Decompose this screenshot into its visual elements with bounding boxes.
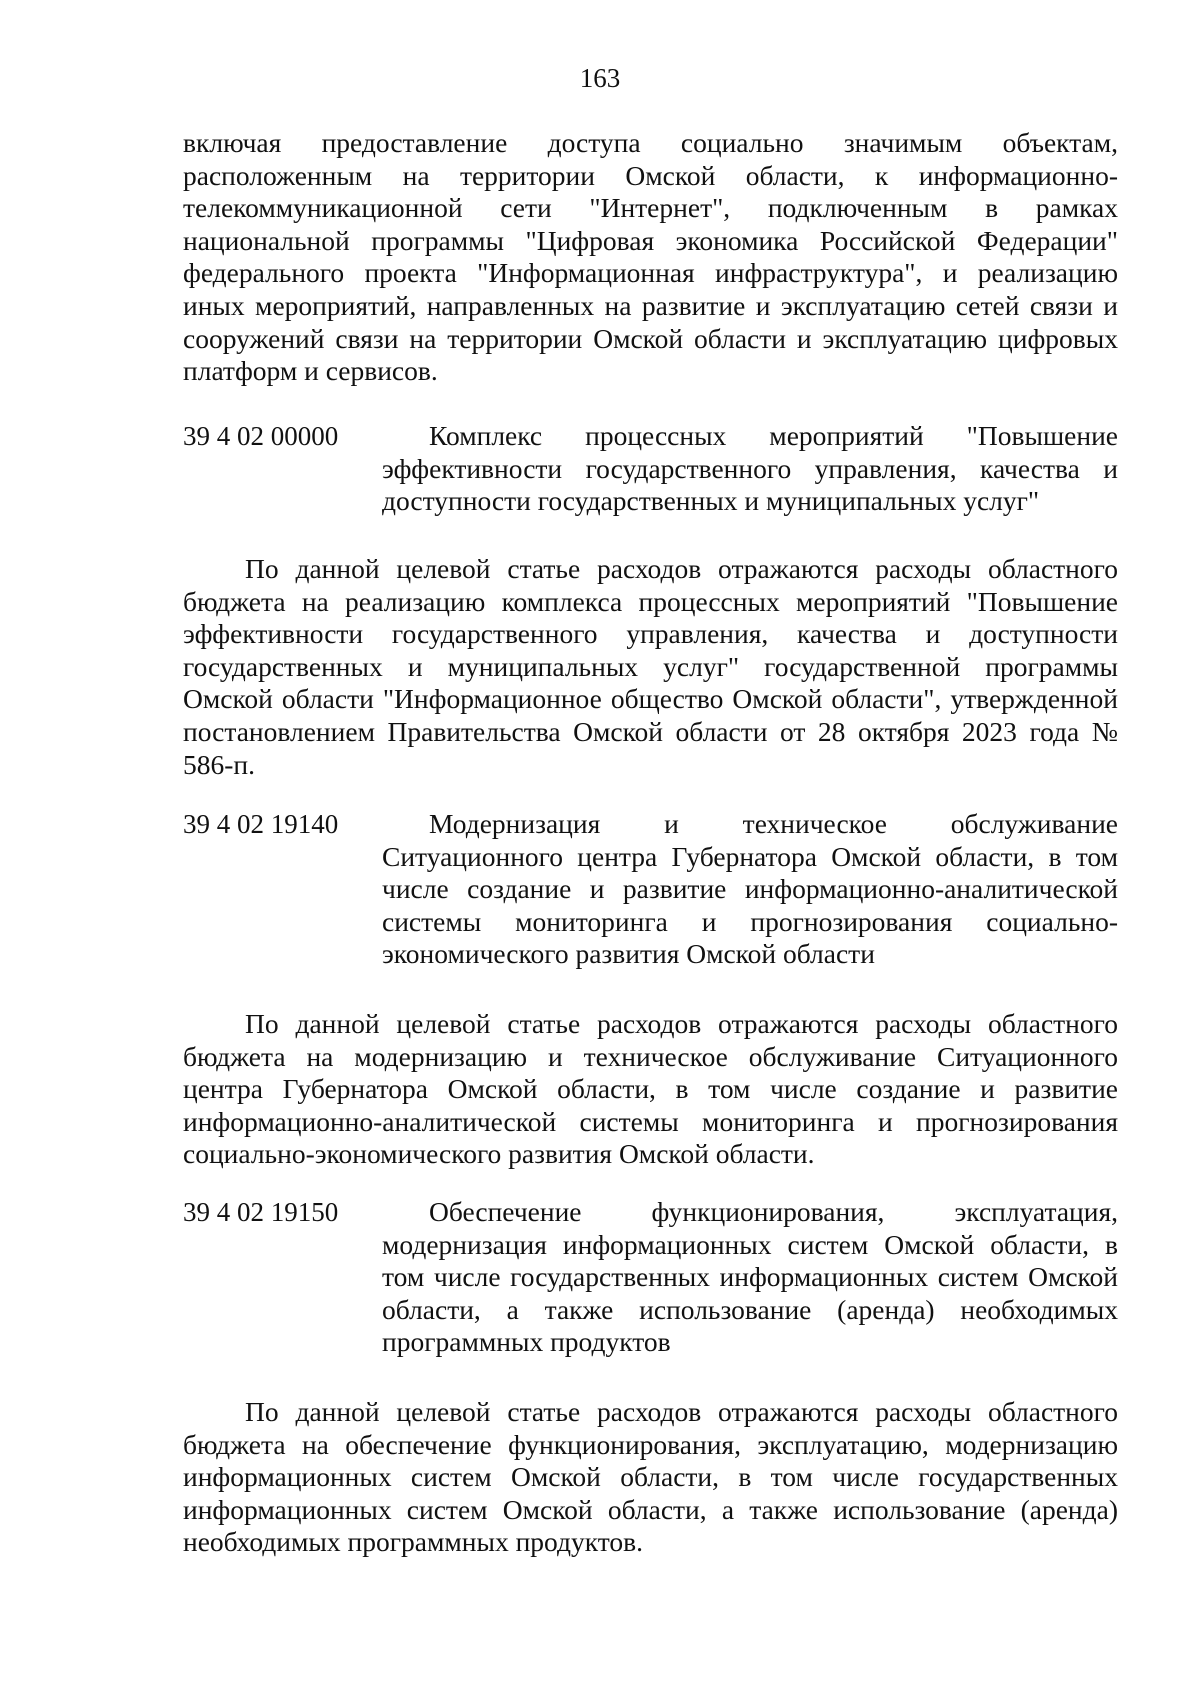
section-title: Комплекс процессных мероприятий "Повышение эффективности государственного управления, качества и доступности государственных и муниципальных услуг" [382, 420, 1118, 517]
section-description: По данной целевой статье расходов отражаются расходы областного бюджета на модернизацию и техническое обслуживание Ситуационного центра Губернатора Омской области, в том числе создание и развитие информационно-аналитической системы мониторинга и прогнозирования социально-экономического развития Омской области. [183, 1008, 1118, 1170]
budget-code: 39 4 02 00000 [183, 421, 339, 451]
page-number: 163 [579, 63, 621, 93]
section-description: По данной целевой статье расходов отражаются расходы областного бюджета на обеспечение функционирования, эксплуатацию, модернизацию информационных систем Омской области, в том числе государственных информационных систем Омской области, а также использование (аренда) необходимых программных продуктов. [183, 1396, 1118, 1558]
intro-paragraph: включая предоставление доступа социально значимым объектам, расположенным на территории Омской области, к информационно-телекоммуникационной сети "Интернет", подключенным в рамках национальной программы "Цифровая экономика Российской Федерации" федерального проекта "Информационная инфраструктура", и реализацию иных мероприятий, направленных на развитие и эксплуатацию сетей связи и сооружений связи на территории Омской области и эксплуатацию цифровых платформ и сервисов. [183, 127, 1118, 387]
section-description: По данной целевой статье расходов отражаются расходы областного бюджета на реализацию комплекса процессных мероприятий "Повышение эффективности государственного управления, качества и доступности государственных и муниципальных услуг" государственной программы Омской области "Информационное общество Омской области", утвержденной постановлением Правительства Омской области от 28 октября 2023 года № 586-п. [183, 553, 1118, 780]
budget-code: 39 4 02 19150 [183, 1197, 339, 1227]
section-title: Модернизация и техническое обслуживание Ситуационного центра Губернатора Омской области, в том числе создание и развитие информационно-аналитической системы мониторинга и прогнозирования социально-экономического развития Омской области [382, 808, 1118, 970]
section-title: Обеспечение функционирования, эксплуатация, модернизация информационных систем Омской области, в том числе государственных информационных систем Омской области, а также использование (аренда) необходимых программных продуктов [382, 1196, 1118, 1358]
budget-code: 39 4 02 19140 [183, 809, 339, 839]
